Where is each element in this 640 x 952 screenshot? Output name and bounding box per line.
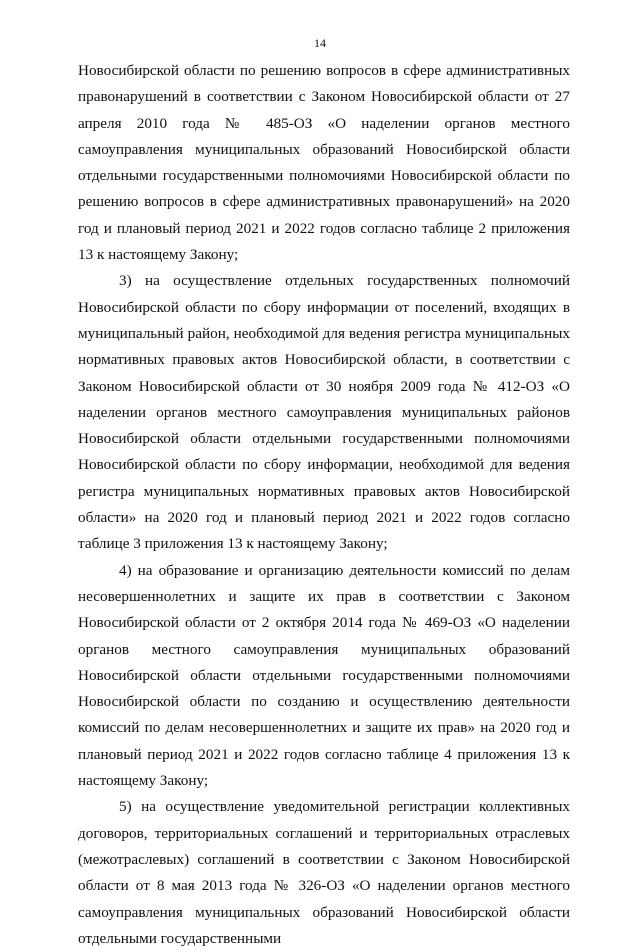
paragraph-continuation: Новосибирской области по решению вопросов в сфере административных правонарушений в соответствии с Законом Новосибирской области от 27 апреля 2010 года № 485-ОЗ «О наделении органов местного самоуправления муниципальных образований Новосибирской области отдельными государственными полномочиями Новосибирской области по решению вопросов в сфере административных правонарушений» на 2020 год и плановый период 2021 и 2022 годов согласно таблице 2 приложения 13 к настоящему Закону; bbox=[78, 62, 570, 264]
paragraph-item-3: 3) на осуществление отдельных государственных полномочий Новосибирской области по сбору информации от поселений, входящих в муниципальный район, необходимой для ведения регистра муниципальных нормативных правовых актов Новосибирской области, в соответствии с Законом Новосибирской области от 30 ноября 2009 года № 412-ОЗ «О наделении органов местного самоуправления муниципальных районов Новосибирской области отдельными государственными полномочиями Новосибирской области по сбору информации, необходимой для ведения регистра муниципальных нормативных правовых актов Новосибирской области» на 2020 год и плановый период 2021 и 2022 годов согласно таблице 3 приложения 13 к настоящему Закону; bbox=[78, 272, 570, 553]
body-text bbox=[78, 58, 570, 952]
paragraph-item-5: 5) на осуществление уведомительной регистрации коллективных договоров, территориальных соглашений и территориальных отраслевых (межотраслевых) соглашений в соответствии с Законом Новосибирской области от 8 мая 2013 года № 326-ОЗ «О наделении органов местного самоуправления муниципальных образований Новосибирской области отдельными государственными bbox=[78, 798, 570, 947]
page-number: 14 bbox=[314, 36, 326, 50]
paragraph-item-4: 4) на образование и организацию деятельности комиссий по делам несовершеннолетних и защите их прав в соответствии с Законом Новосибирской области от 2 октября 2014 года № 469-ОЗ «О наделении органов местного самоуправления муниципальных образований Новосибирской области отдельными государственными полномочиями Новосибирской области по созданию и осуществлению деятельности комиссий по делам несовершеннолетних и защите их прав» на 2020 год и плановый период 2021 и 2022 годов согласно таблице 4 приложения 13 к настоящему Закону; bbox=[78, 561, 570, 790]
